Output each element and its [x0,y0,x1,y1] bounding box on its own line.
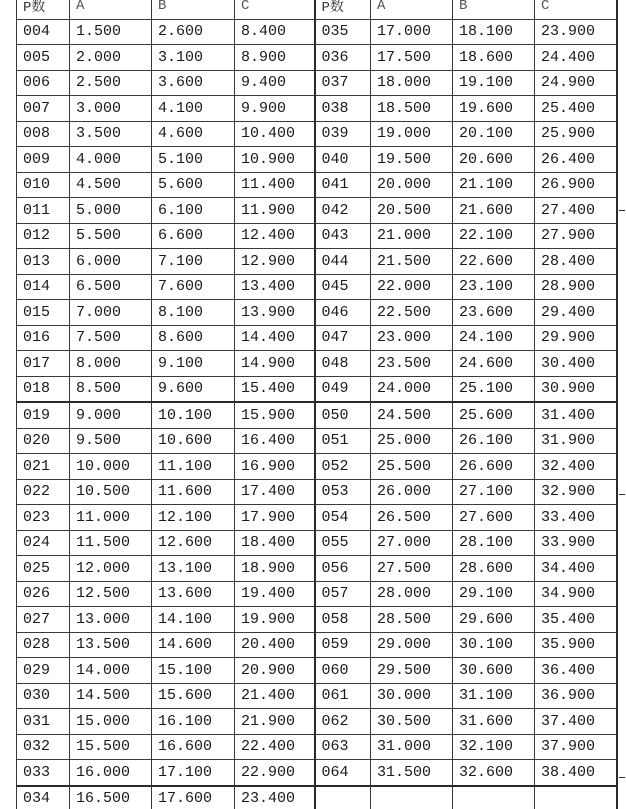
p-number-cell: 058 [315,607,371,633]
value-cell: 9.100 [152,351,235,377]
table-body [17,19,617,809]
value-cell: 26.400 [535,147,617,173]
p-number-cell: 042 [315,198,371,224]
value-cell: 27.900 [535,223,617,249]
p-number-cell: 039 [315,121,371,147]
p-number-cell: 017 [17,351,70,377]
p-number-cell: 010 [17,172,70,198]
value-cell: 8.900 [235,45,315,71]
p-number-cell: 015 [17,300,70,326]
value-cell: 15.500 [70,734,152,760]
value-cell: 29.600 [453,607,535,633]
p-number-cell: 061 [315,683,371,709]
value-cell: 30.100 [453,632,535,658]
table-row [17,198,617,224]
p-number-cell: 012 [17,223,70,249]
p-number-cell: 033 [17,760,70,786]
value-cell: 16.600 [152,734,235,760]
value-cell: 12.500 [70,581,152,607]
value-cell: 14.400 [235,325,315,351]
value-cell: 11.500 [70,530,152,556]
value-cell: 12.000 [70,556,152,582]
value-cell: 28.400 [535,249,617,275]
p-number-cell: 014 [17,274,70,300]
value-cell: 24.500 [371,402,453,428]
value-cell: 36.400 [535,658,617,684]
p-number-cell: 032 [17,734,70,760]
value-cell [453,786,535,809]
p-number-cell: 051 [315,428,371,454]
value-cell: 19.100 [453,70,535,96]
value-cell: 2.500 [70,70,152,96]
value-cell: 11.100 [152,454,235,480]
value-cell: 35.400 [535,607,617,633]
table-row [17,147,617,173]
value-cell: 24.900 [535,70,617,96]
value-cell: 30.500 [371,709,453,735]
p-number-cell: 038 [315,96,371,122]
table-row [17,172,617,198]
p-number-cell: 043 [315,223,371,249]
value-cell: 5.000 [70,198,152,224]
value-cell: 31.900 [535,428,617,454]
value-cell: 5.600 [152,172,235,198]
p-number-cell: 011 [17,198,70,224]
p-number-cell: 062 [315,709,371,735]
p-number-cell: 053 [315,479,371,505]
value-cell: 26.900 [535,172,617,198]
value-cell: 28.000 [371,581,453,607]
value-cell: 14.500 [70,683,152,709]
value-cell: 14.900 [235,351,315,377]
value-cell: 20.000 [371,172,453,198]
value-cell: 28.600 [453,556,535,582]
p-number-cell: 048 [315,351,371,377]
p-number-cell: 022 [17,479,70,505]
p-number-cell: 016 [17,325,70,351]
value-cell: 30.400 [535,351,617,377]
p-number-cell [315,786,371,809]
value-cell: 1.500 [70,19,152,45]
value-cell: 13.400 [235,274,315,300]
value-cell: 5.100 [152,147,235,173]
value-cell: 17.500 [371,45,453,71]
p-number-cell: 023 [17,505,70,531]
value-cell: 29.400 [535,300,617,326]
p-number-cell: 056 [315,556,371,582]
value-cell: 23.000 [371,325,453,351]
value-cell: 20.100 [453,121,535,147]
value-cell: 17.600 [152,786,235,809]
value-cell: 19.000 [371,121,453,147]
value-cell: 29.900 [535,325,617,351]
value-cell: 23.100 [453,274,535,300]
value-cell: 3.500 [70,121,152,147]
value-cell: 34.900 [535,581,617,607]
value-cell: 4.600 [152,121,235,147]
value-cell: 3.100 [152,45,235,71]
value-cell: 4.500 [70,172,152,198]
p-number-cell: 047 [315,325,371,351]
table-row [17,581,617,607]
value-cell: 11.400 [235,172,315,198]
table-row [17,632,617,658]
table-row [17,376,617,402]
value-cell: 16.000 [70,760,152,786]
value-cell: 26.000 [371,479,453,505]
value-cell: 9.900 [235,96,315,122]
p-number-cell: 009 [17,147,70,173]
value-cell: 33.400 [535,505,617,531]
value-cell: 37.900 [535,734,617,760]
value-cell: 37.400 [535,709,617,735]
column-header: A [371,0,453,19]
p-number-cell: 060 [315,658,371,684]
value-cell: 13.000 [70,607,152,633]
table-row [17,683,617,709]
table-row [17,734,617,760]
p-number-cell: 057 [315,581,371,607]
value-cell: 13.500 [70,632,152,658]
column-header: C [535,0,617,19]
p-number-cell: 050 [315,402,371,428]
value-cell: 12.900 [235,249,315,275]
p-number-cell: 052 [315,454,371,480]
value-cell: 24.100 [453,325,535,351]
table-row [17,45,617,71]
p-number-cell: 063 [315,734,371,760]
p-number-cell: 035 [315,19,371,45]
value-cell: 14.100 [152,607,235,633]
value-cell: 22.600 [453,249,535,275]
p-number-cell: 045 [315,274,371,300]
value-cell: 21.000 [371,223,453,249]
value-cell: 29.500 [371,658,453,684]
p-number-cell: 054 [315,505,371,531]
value-cell: 20.400 [235,632,315,658]
p-number-cell: 040 [315,147,371,173]
p-number-cell: 034 [17,786,70,809]
value-cell [371,786,453,809]
value-cell: 24.400 [535,45,617,71]
value-cell: 26.100 [453,428,535,454]
p-number-cell: 036 [315,45,371,71]
value-cell: 15.400 [235,376,315,402]
value-cell: 31.400 [535,402,617,428]
p-number-cell: 064 [315,760,371,786]
value-cell: 9.400 [235,70,315,96]
table-row [17,70,617,96]
value-cell: 2.000 [70,45,152,71]
p-number-cell: 041 [315,172,371,198]
p-number-cell: 046 [315,300,371,326]
value-cell: 22.400 [235,734,315,760]
value-cell: 27.400 [535,198,617,224]
edge-mark [619,494,625,495]
value-cell: 13.900 [235,300,315,326]
p-number-cell: 019 [17,402,70,428]
table-row [17,300,617,326]
table-row [17,274,617,300]
value-cell: 25.100 [453,376,535,402]
value-cell: 15.100 [152,658,235,684]
p-number-cell: 029 [17,658,70,684]
value-cell: 22.500 [371,300,453,326]
value-cell: 30.000 [371,683,453,709]
value-cell: 18.100 [453,19,535,45]
value-cell: 7.600 [152,274,235,300]
value-cell: 32.100 [453,734,535,760]
value-cell: 7.100 [152,249,235,275]
value-cell: 19.900 [235,607,315,633]
value-cell: 27.100 [453,479,535,505]
value-cell: 33.900 [535,530,617,556]
value-cell: 7.500 [70,325,152,351]
p-number-cell: 037 [315,70,371,96]
p-number-cell: 049 [315,376,371,402]
value-cell: 8.500 [70,376,152,402]
value-cell: 12.100 [152,505,235,531]
value-cell: 17.000 [371,19,453,45]
value-cell: 16.500 [70,786,152,809]
p-number-cell: 024 [17,530,70,556]
value-cell: 10.500 [70,479,152,505]
value-cell: 32.400 [535,454,617,480]
value-cell: 3.000 [70,96,152,122]
value-cell: 22.900 [235,760,315,786]
value-cell: 9.600 [152,376,235,402]
value-cell: 23.600 [453,300,535,326]
value-cell: 5.500 [70,223,152,249]
value-cell: 31.500 [371,760,453,786]
value-cell: 10.600 [152,428,235,454]
p-number-cell: 018 [17,376,70,402]
value-cell: 9.000 [70,402,152,428]
column-header: B [453,0,535,19]
value-cell: 27.600 [453,505,535,531]
table-row [17,223,617,249]
value-cell: 26.600 [453,454,535,480]
table-row [17,658,617,684]
value-cell: 17.900 [235,505,315,531]
p-number-cell: 031 [17,709,70,735]
column-header: A [70,0,152,19]
value-cell: 23.400 [235,786,315,809]
value-cell: 8.000 [70,351,152,377]
value-cell: 31.000 [371,734,453,760]
value-cell: 25.600 [453,402,535,428]
value-cell: 30.900 [535,376,617,402]
table-row [17,454,617,480]
p-number-cell: 025 [17,556,70,582]
p-number-cell: 055 [315,530,371,556]
value-cell: 26.500 [371,505,453,531]
value-cell: 4.000 [70,147,152,173]
value-cell: 18.000 [371,70,453,96]
p-number-cell: 020 [17,428,70,454]
value-cell: 9.500 [70,428,152,454]
value-cell: 24.000 [371,376,453,402]
value-cell: 28.900 [535,274,617,300]
value-cell: 25.000 [371,428,453,454]
value-cell: 19.600 [453,96,535,122]
value-cell: 36.900 [535,683,617,709]
value-cell: 12.600 [152,530,235,556]
value-cell: 14.000 [70,658,152,684]
value-cell: 7.000 [70,300,152,326]
value-cell: 6.600 [152,223,235,249]
column-header: P数 [315,0,371,19]
header-row [17,0,617,19]
value-cell: 20.500 [371,198,453,224]
value-cell: 6.100 [152,198,235,224]
value-cell: 22.100 [453,223,535,249]
table-row [17,121,617,147]
value-cell: 10.400 [235,121,315,147]
table-row [17,249,617,275]
table-row [17,479,617,505]
value-cell: 2.600 [152,19,235,45]
value-cell: 6.000 [70,249,152,275]
value-cell: 27.000 [371,530,453,556]
table-row [17,428,617,454]
table-row [17,325,617,351]
value-cell: 21.900 [235,709,315,735]
table-row [17,786,617,809]
value-cell: 21.600 [453,198,535,224]
p-number-cell: 008 [17,121,70,147]
column-header: C [235,0,315,19]
p-number-cell: 059 [315,632,371,658]
value-cell: 25.900 [535,121,617,147]
value-cell: 16.400 [235,428,315,454]
value-cell: 15.600 [152,683,235,709]
value-cell: 34.400 [535,556,617,582]
value-cell: 25.400 [535,96,617,122]
value-cell: 20.900 [235,658,315,684]
p-number-cell: 030 [17,683,70,709]
value-cell: 21.400 [235,683,315,709]
value-cell: 6.500 [70,274,152,300]
value-cell: 15.900 [235,402,315,428]
value-cell [535,786,617,809]
p-number-cell: 004 [17,19,70,45]
value-cell: 38.400 [535,760,617,786]
value-cell: 35.900 [535,632,617,658]
value-cell: 18.600 [453,45,535,71]
value-cell: 14.600 [152,632,235,658]
table-row [17,607,617,633]
value-cell: 8.600 [152,325,235,351]
table-row [17,19,617,45]
value-cell: 19.500 [371,147,453,173]
value-cell: 17.100 [152,760,235,786]
p-number-cell: 027 [17,607,70,633]
value-cell: 13.600 [152,581,235,607]
value-cell: 16.100 [152,709,235,735]
value-cell: 11.900 [235,198,315,224]
value-cell: 24.600 [453,351,535,377]
value-cell: 10.000 [70,454,152,480]
value-cell: 28.100 [453,530,535,556]
value-cell: 18.400 [235,530,315,556]
value-cell: 17.400 [235,479,315,505]
p-number-cell: 013 [17,249,70,275]
value-cell: 29.100 [453,581,535,607]
table-row [17,709,617,735]
p-number-cell: 006 [17,70,70,96]
table-row [17,505,617,531]
table-row [17,402,617,428]
value-cell: 4.100 [152,96,235,122]
table-row [17,96,617,122]
value-cell: 13.100 [152,556,235,582]
value-cell: 21.100 [453,172,535,198]
table-row [17,760,617,786]
value-cell: 23.900 [535,19,617,45]
edge-mark [619,777,625,778]
table-row [17,556,617,582]
value-cell: 12.400 [235,223,315,249]
p-number-cell: 044 [315,249,371,275]
value-cell: 32.900 [535,479,617,505]
p-number-cell: 007 [17,96,70,122]
column-header: B [152,0,235,19]
value-cell: 10.900 [235,147,315,173]
value-cell: 18.500 [371,96,453,122]
value-cell: 32.600 [453,760,535,786]
value-cell: 20.600 [453,147,535,173]
p-number-cell: 026 [17,581,70,607]
p-number-cell: 021 [17,454,70,480]
edge-mark [619,210,625,211]
value-cell: 22.000 [371,274,453,300]
value-cell: 3.600 [152,70,235,96]
value-cell: 21.500 [371,249,453,275]
value-cell: 31.600 [453,709,535,735]
value-cell: 29.000 [371,632,453,658]
value-cell: 27.500 [371,556,453,582]
value-cell: 25.500 [371,454,453,480]
value-cell: 11.000 [70,505,152,531]
value-cell: 10.100 [152,402,235,428]
value-cell: 23.500 [371,351,453,377]
value-cell: 31.100 [453,683,535,709]
value-cell: 19.400 [235,581,315,607]
value-cell: 28.500 [371,607,453,633]
p-number-cell: 005 [17,45,70,71]
p-number-cell: 028 [17,632,70,658]
value-cell: 16.900 [235,454,315,480]
value-cell: 30.600 [453,658,535,684]
data-table [16,0,618,809]
value-cell: 18.900 [235,556,315,582]
value-cell: 15.000 [70,709,152,735]
value-cell: 8.100 [152,300,235,326]
value-cell: 11.600 [152,479,235,505]
table-row [17,530,617,556]
table-row [17,351,617,377]
column-header: P数 [17,0,70,19]
value-cell: 8.400 [235,19,315,45]
